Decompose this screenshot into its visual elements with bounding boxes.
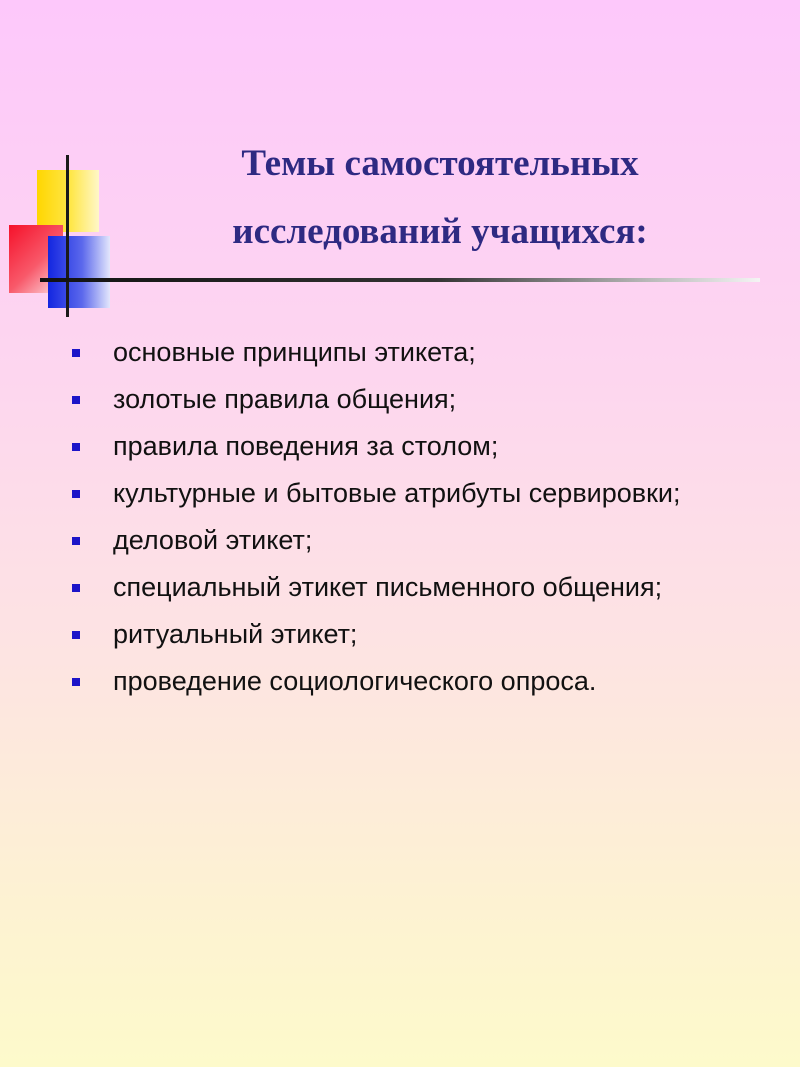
list-item-text: правила поведения за столом; bbox=[113, 431, 499, 461]
list-item bbox=[68, 377, 733, 422]
square-bullet-icon bbox=[72, 443, 80, 451]
square-bullet-icon bbox=[72, 349, 80, 357]
title-line-1: Темы самостоятельных bbox=[241, 143, 639, 184]
square-bullet-icon bbox=[72, 396, 80, 404]
square-bullet-icon bbox=[72, 490, 80, 498]
list-item bbox=[68, 330, 733, 375]
vertical-line-decoration bbox=[66, 155, 69, 317]
square-bullet-icon bbox=[72, 584, 80, 592]
square-bullet-icon bbox=[72, 537, 80, 545]
square-bullet-icon bbox=[72, 678, 80, 686]
list-item-text: основные принципы этикета; bbox=[113, 337, 476, 367]
title-line-2: исследований учащихся: bbox=[232, 211, 648, 252]
list-item bbox=[68, 659, 733, 704]
list-item-text: золотые правила общения; bbox=[113, 384, 457, 414]
list-item-text: культурные и бытовые атрибуты сервировки; bbox=[113, 478, 681, 508]
slide-title bbox=[150, 130, 730, 266]
topics-list bbox=[68, 330, 733, 706]
list-item bbox=[68, 471, 733, 516]
horizontal-rule bbox=[40, 278, 760, 282]
list-item-text: ритуальный этикет; bbox=[113, 619, 358, 649]
list-item bbox=[68, 424, 733, 469]
blue-square-decoration bbox=[48, 236, 110, 308]
list-item bbox=[68, 565, 733, 610]
list-item bbox=[68, 518, 733, 563]
square-bullet-icon bbox=[72, 631, 80, 639]
list-item-text: деловой этикет; bbox=[113, 525, 313, 555]
list-item-text: проведение социологического опроса. bbox=[113, 666, 597, 696]
list-item-text: специальный этикет письменного общения; bbox=[113, 572, 663, 602]
list-item bbox=[68, 612, 733, 657]
